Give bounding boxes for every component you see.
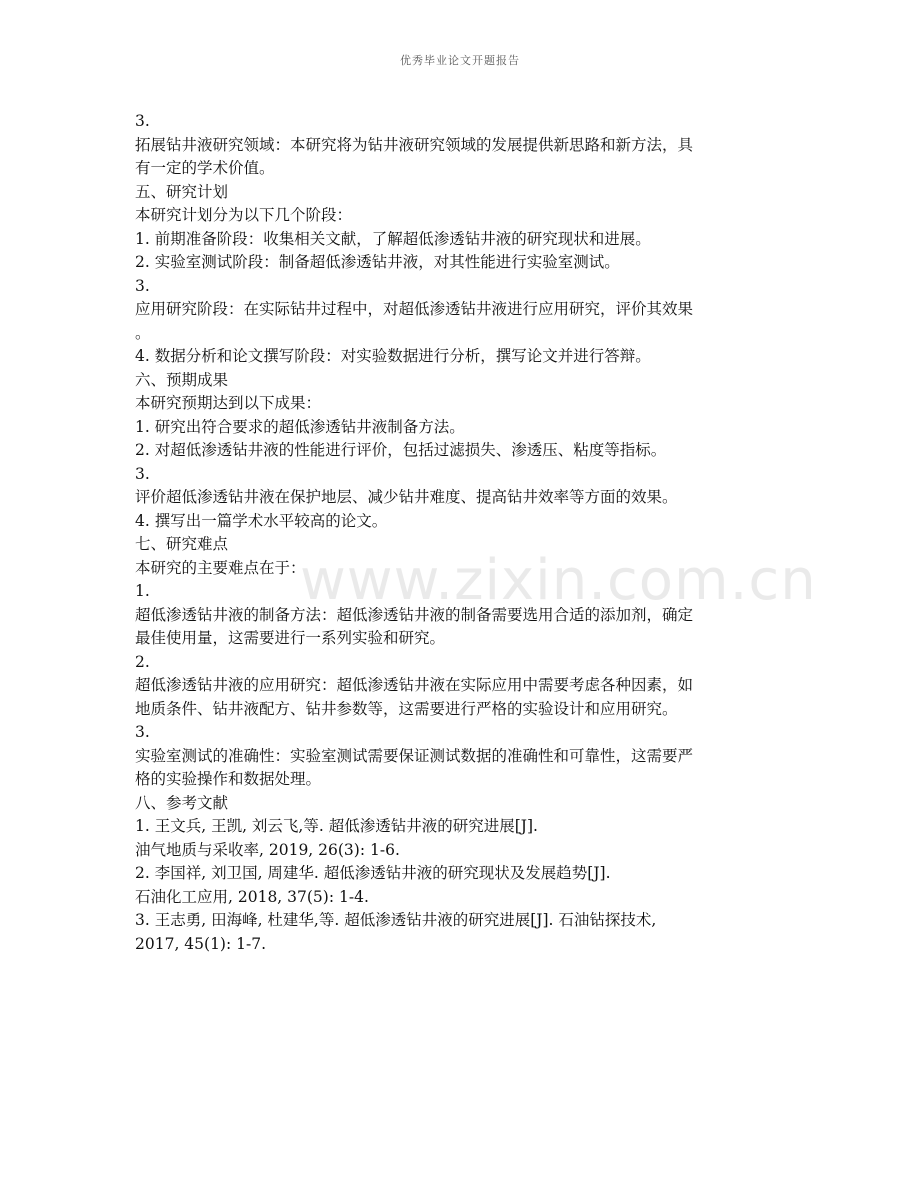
reference-line: 2017, 45(1): 1-7.: [135, 934, 267, 953]
text-line: 4. 撰写出一篇学术水平较高的论文。: [135, 511, 388, 530]
reference-line: 1. 王文兵, 王凯, 刘云飞,等. 超低渗透钻井液的研究进展[J].: [135, 817, 538, 835]
reference-line: 2. 李国祥, 刘卫国, 周建华. 超低渗透钻井液的研究现状及发展趋势[J].: [135, 864, 611, 882]
text-line: 超低渗透钻井液的制备方法：超低渗透钻井液的制备需要选用合适的添加剂，确定: [135, 605, 694, 624]
text-line: 本研究计划分为以下几个阶段：: [135, 206, 353, 224]
text-line: 本研究的主要难点在于：: [135, 558, 306, 577]
document-body: [135, 110, 817, 956]
section-heading: 七、研究难点: [135, 535, 229, 553]
text-line: 拓展钻井液研究领域：本研究将为钻井液研究领域的发展提供新思路和新方法，具: [135, 135, 694, 154]
text-line: 最佳使用量，这需要进行一系列实验和研究。: [135, 629, 446, 647]
text-line: 地质条件、钻井液配方、钻井参数等，这需要进行严格的实验设计和应用研究。: [135, 699, 678, 718]
reference-line: 油气地质与采收率, 2019, 26(3): 1-6.: [135, 840, 400, 859]
text-line: 实验室测试的准确性：实验室测试需要保证测试数据的准确性和可靠性，这需要严: [135, 746, 694, 765]
text-line: 有一定的学术价值。: [135, 159, 275, 177]
watermark: www.zixin.com.cn: [300, 548, 817, 613]
text-line: 应用研究阶段：在实际钻井过程中，对超低渗透钻井液进行应用研究，评价其效果: [135, 300, 694, 318]
text-line: 本研究预期达到以下成果：: [135, 394, 322, 412]
text-line: 2. 实验室测试阶段：制备超低渗透钻井液，对其性能进行实验室测试。: [135, 253, 620, 271]
text-line: 评价超低渗透钻井液在保护地层、减少钻井难度、提高钻井效率等方面的效果。: [135, 488, 678, 506]
text-line: 格的实验操作和数据处理。: [135, 770, 322, 788]
section-heading: 八、参考文献: [135, 793, 229, 812]
text-line: 超低渗透钻井液的应用研究：超低渗透钻井液在实际应用中需要考虑各种因素，如: [135, 676, 694, 694]
section-heading: 五、研究计划: [135, 182, 229, 201]
text-line: 。: [135, 323, 151, 342]
section-heading: 六、预期成果: [135, 370, 229, 389]
text-line: 2. 对超低渗透钻井液的性能进行评价，包括过滤损失、渗透压、粘度等指标。: [135, 441, 667, 459]
text-line: 3.: [135, 723, 150, 741]
text-line: 3.: [135, 112, 150, 130]
text-line: 3.: [135, 276, 150, 295]
text-line: 3.: [135, 464, 150, 483]
text-line: 2.: [135, 652, 150, 671]
text-line: 4. 数据分析和论文撰写阶段：对实验数据进行分析，撰写论文并进行答辩。: [135, 347, 651, 365]
reference-line: 石油化工应用, 2018, 37(5): 1-4.: [135, 887, 369, 906]
reference-line: 3. 王志勇, 田海峰, 杜建华,等. 超低渗透钻井液的研究进展[J]. 石油钻探技术,: [135, 911, 657, 929]
text-line: 1. 研究出符合要求的超低渗透钻井液制备方法。: [135, 417, 465, 436]
text-line: 1.: [135, 582, 150, 600]
text-line: 1. 前期准备阶段：收集相关文献，了解超低渗透钻井液的研究现状和进展。: [135, 229, 651, 248]
page-header: 优秀毕业论文开题报告: [400, 54, 520, 67]
